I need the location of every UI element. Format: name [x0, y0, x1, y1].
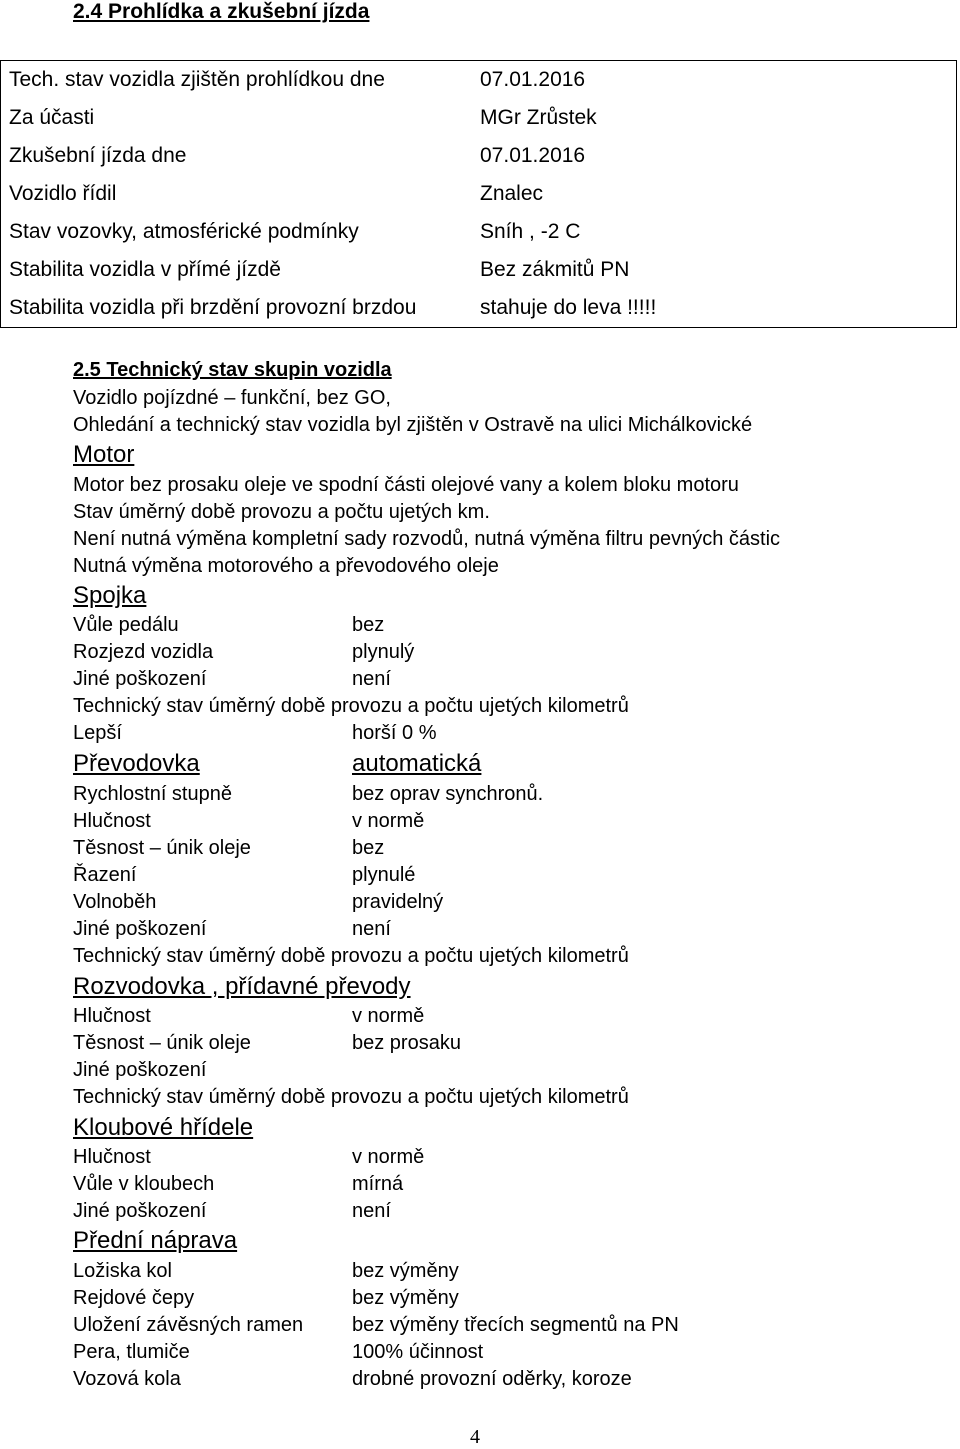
row-value: bez výměny třecích segmentů na PN: [352, 1314, 679, 1336]
row-value: plynulé: [352, 864, 416, 886]
row-value: bez výměny: [352, 1287, 459, 1309]
row-label: Tech. stav vozidla zjištěn prohlídkou dne: [1, 61, 476, 100]
row-label: Rozjezd vozidla: [73, 641, 214, 663]
row-value: drobné provozní oděrky, koroze: [352, 1368, 632, 1390]
inspection-info-table: [0, 60, 957, 328]
row-label: Zkušební jízda dne: [1, 137, 476, 175]
row-value: není: [352, 918, 391, 940]
row-label: Hlučnost: [73, 1146, 151, 1168]
spojka-row: [73, 667, 391, 691]
row-label: Volnoběh: [73, 891, 157, 913]
prevodovka-row: [73, 782, 544, 806]
naprava-row: [73, 1367, 632, 1391]
naprava-row: [73, 1313, 679, 1337]
prevodovka-value: automatická: [352, 750, 482, 777]
prevodovka-row: [73, 863, 416, 887]
row-value: plynulý: [352, 641, 415, 663]
row-value: bez: [352, 837, 385, 859]
row-label: Rychlostní stupně: [73, 783, 232, 805]
row-label: Uložení závěsných ramen: [73, 1314, 304, 1336]
hridele-row: [73, 1199, 391, 1223]
intro-line: Ohledání a technický stav vozidla byl zjištěn v Ostravě na ulici Michálkovické: [73, 414, 753, 436]
motor-line: Není nutná výměna kompletní sady rozvodů, nutná výměna filtru pevných částic: [73, 528, 781, 550]
row-label: Hlučnost: [73, 810, 151, 832]
row-value: pravidelný: [352, 891, 444, 913]
motor-line: Nutná výměna motorového a převodového oleje: [73, 555, 499, 577]
spojka-rating: [73, 721, 437, 745]
row-label: Vozidlo řídil: [1, 175, 476, 213]
naprava-row: [73, 1286, 459, 1310]
row-label: Pera, tlumiče: [73, 1341, 190, 1363]
motor-title: Motor: [73, 441, 135, 468]
better-label: Lepší: [73, 722, 122, 744]
rozvodovka-row: [73, 1004, 425, 1028]
row-label: Vůle pedálu: [73, 614, 179, 636]
prevodovka-note: Technický stav úměrný době provozu a počtu ujetých kilometrů: [73, 945, 629, 967]
table-row: [1, 175, 957, 213]
row-label: Za účasti: [1, 99, 476, 137]
spojka-row: [73, 640, 415, 664]
prevodovka-title: [73, 750, 482, 778]
row-label: Vozová kola: [73, 1368, 181, 1390]
row-value: MGr Zrůstek: [475, 99, 957, 137]
naprava-title: [73, 1227, 277, 1255]
row-label: Jiné poškození: [73, 1200, 207, 1222]
row-label: Stabilita vozidla při brzdění provozní brzdou: [1, 289, 476, 328]
row-label: Jiné poškození: [73, 918, 207, 940]
prevodovka-row: [73, 836, 385, 860]
table-row: [1, 99, 957, 137]
row-value: v normě: [352, 1005, 425, 1027]
row-value: není: [352, 668, 391, 690]
row-value: v normě: [352, 810, 425, 832]
row-value: bez oprav synchronů.: [352, 783, 544, 805]
row-value: bez: [352, 614, 385, 636]
naprava-title-text: Přední náprava: [73, 1227, 238, 1254]
intro-line: Vozidlo pojízdné – funkční, bez GO,: [73, 387, 391, 409]
row-value: 07.01.2016: [475, 61, 957, 100]
table-row: [1, 137, 957, 175]
motor-line: Motor bez prosaku oleje ve spodní části olejové vany a kolem bloku motoru: [73, 474, 739, 496]
row-label: Těsnost – únik oleje: [73, 1032, 251, 1054]
hridele-title: Kloubové hřídele: [73, 1114, 254, 1141]
rozvodovka-note: Technický stav úměrný době provozu a počtu ujetých kilometrů: [73, 1086, 629, 1108]
naprava-row: [73, 1259, 459, 1283]
row-value: 100% účinnost: [352, 1341, 484, 1363]
page-number: 4: [470, 1426, 480, 1448]
page-heading: 2.4 Prohlídka a zkušební jízda: [73, 0, 370, 23]
rozvodovka-title: Rozvodovka , přídavné převody: [73, 973, 411, 1000]
table-row: [1, 251, 957, 289]
table-row: [1, 61, 957, 100]
rozvodovka-row: [73, 1058, 206, 1082]
naprava-row: [73, 1340, 484, 1364]
row-label: Řazení: [73, 864, 137, 886]
row-label: Hlučnost: [73, 1005, 151, 1027]
spojka-note: Technický stav úměrný době provozu a počtu ujetých kilometrů: [73, 695, 629, 717]
table-row: [1, 289, 957, 328]
row-value: Znalec: [475, 175, 957, 213]
table-row: [1, 213, 957, 251]
prevodovka-row: [73, 809, 425, 833]
row-label: Vůle v kloubech: [73, 1173, 215, 1195]
spojka-title: Spojka: [73, 582, 147, 609]
worse-value: horší 0 %: [352, 722, 437, 744]
row-value: Sníh , -2 C: [475, 213, 957, 251]
section-title: 2.5 Technický stav skupin vozidla: [73, 359, 392, 381]
row-value: 07.01.2016: [475, 137, 957, 175]
motor-line: Stav úměrný době provozu a počtu ujetých km.: [73, 501, 490, 523]
prevodovka-title-text: Převodovka: [73, 750, 200, 777]
hridele-row: [73, 1172, 404, 1196]
row-value: Bez zákmitů PN: [475, 251, 957, 289]
row-label: Těsnost – únik oleje: [73, 837, 251, 859]
row-value: není: [352, 1200, 391, 1222]
row-value: bez výměny: [352, 1260, 459, 1282]
row-label: Jiné poškození: [73, 1059, 207, 1081]
row-value: bez prosaku: [352, 1032, 461, 1054]
rozvodovka-row: [73, 1031, 461, 1055]
hridele-row: [73, 1145, 425, 1169]
row-value: stahuje do leva !!!!!: [475, 289, 957, 328]
row-label: Rejdové čepy: [73, 1287, 195, 1309]
row-value: mírná: [352, 1173, 404, 1195]
row-label: Ložiska kol: [73, 1260, 172, 1282]
row-value: v normě: [352, 1146, 425, 1168]
row-label: Stav vozovky, atmosférické podmínky: [1, 213, 476, 251]
prevodovka-row: [73, 890, 444, 914]
row-label: Stabilita vozidla v přímé jízdě: [1, 251, 476, 289]
prevodovka-row: [73, 917, 391, 941]
row-label: Jiné poškození: [73, 668, 207, 690]
spojka-row: [73, 613, 385, 637]
